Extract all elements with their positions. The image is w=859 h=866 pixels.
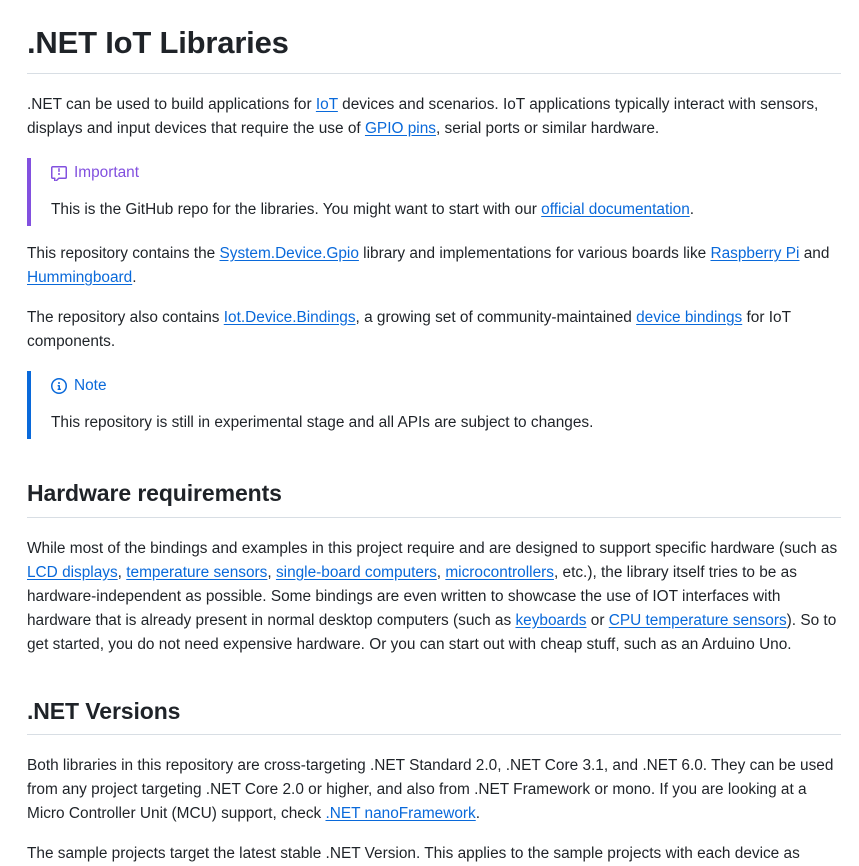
link-dotnet-nanoframework[interactable]: .NET nanoFramework: [325, 805, 476, 823]
repo-text-4: .: [132, 268, 137, 286]
link-gpio-pins[interactable]: GPIO pins: [364, 119, 436, 137]
section-heading-hardware-requirements: Hardware requirements: [27, 479, 841, 518]
repo-text-1: This repository contains the: [27, 244, 220, 262]
link-official-documentation[interactable]: official documentation: [541, 200, 690, 218]
link-device-bindings[interactable]: device bindings: [636, 308, 743, 326]
link-cpu-temperature-sensors[interactable]: CPU temperature sensors: [608, 611, 787, 629]
intro-text-2: devices and scenarios. IoT applications typically interact with sensors, displays and input devices that require the use of: [27, 95, 819, 137]
note-callout-header: [51, 371, 841, 397]
link-keyboards[interactable]: keyboards: [515, 611, 587, 629]
comment-exclamation-icon: [51, 165, 67, 181]
intro-text-3: , serial ports or similar hardware.: [435, 119, 660, 137]
intro-paragraph: [27, 93, 841, 141]
important-callout-label: Important: [74, 163, 140, 181]
hardware-text-7: ). So to get started, you do not need expensive hardware. Or you can start out with cheap stuff, such as an Arduino Uno.: [27, 611, 837, 653]
link-iot-device-bindings[interactable]: Iot.Device.Bindings: [223, 308, 356, 326]
note-callout-label: Note: [74, 376, 107, 394]
link-iot[interactable]: IoT: [315, 95, 338, 113]
hardware-text-1: While most of the bindings and examples in this project require and are designed to support specific hardware (such as: [27, 539, 838, 557]
repo-text-2: library and implementations for various boards like: [358, 244, 711, 262]
link-system-device-gpio[interactable]: System.Device.Gpio: [219, 244, 359, 262]
important-callout: [27, 158, 841, 226]
versions-text-1: Both libraries in this repository are cross-targeting .NET Standard 2.0, .NET Core 3.1, and .NET 6.0. They can be used from any project targeting .NET Core 2.0 or higher, and also from .NET Framework or mono. If you are looking at a Micro Controller Unit (MCU) support, check: [27, 757, 834, 823]
link-raspberry-pi[interactable]: Raspberry Pi: [710, 244, 800, 262]
hardware-paragraph: [27, 537, 841, 657]
important-callout-body: [51, 198, 841, 222]
note-callout-body: This repository is still in experimental stage and all APIs are subject to changes.: [51, 413, 594, 431]
link-lcd-displays[interactable]: LCD displays: [27, 563, 118, 581]
bindings-paragraph: [27, 306, 841, 354]
hardware-text-3: ,: [267, 563, 276, 581]
hardware-text-4: ,: [436, 563, 446, 581]
link-hummingboard[interactable]: Hummingboard: [27, 268, 133, 286]
section-heading-dotnet-versions: .NET Versions: [27, 697, 841, 736]
important-body-text-1: This is the GitHub repo for the libraries. You might want to start with our: [51, 200, 542, 218]
link-temperature-sensors[interactable]: temperature sensors: [126, 563, 268, 581]
repository-paragraph: [27, 242, 841, 290]
note-callout: [27, 371, 841, 439]
important-callout-header: [51, 158, 841, 184]
versions-paragraph-2: The sample projects target the latest stable .NET Version. This applies to the sample projects with each device as: [27, 845, 800, 863]
versions-text-2: .: [475, 805, 481, 823]
versions-paragraph-1: [27, 754, 841, 826]
hardware-text-2: ,: [117, 563, 127, 581]
hardware-text-5: , etc.), the library itself tries to be as hardware-independent as possible. Some bindings are even written to showcase the use of IOT interfaces with hardware that is already present in normal desktop computers (such as: [27, 563, 797, 629]
bindings-text-1: The repository also contains: [27, 308, 224, 326]
bindings-text-2: , a growing set of community-maintained: [355, 308, 637, 326]
page-title: .NET IoT Libraries: [27, 24, 841, 74]
link-microcontrollers[interactable]: microcontrollers: [445, 563, 554, 581]
important-body-text-2: .: [689, 200, 695, 218]
info-icon: [51, 378, 67, 394]
intro-text-1: .NET can be used to build applications for: [27, 95, 316, 113]
hardware-text-6: or: [586, 611, 609, 629]
bindings-text-3: for IoT components.: [27, 308, 791, 350]
link-single-board-computers[interactable]: single-board computers: [275, 563, 437, 581]
repo-text-3: and: [799, 244, 830, 262]
